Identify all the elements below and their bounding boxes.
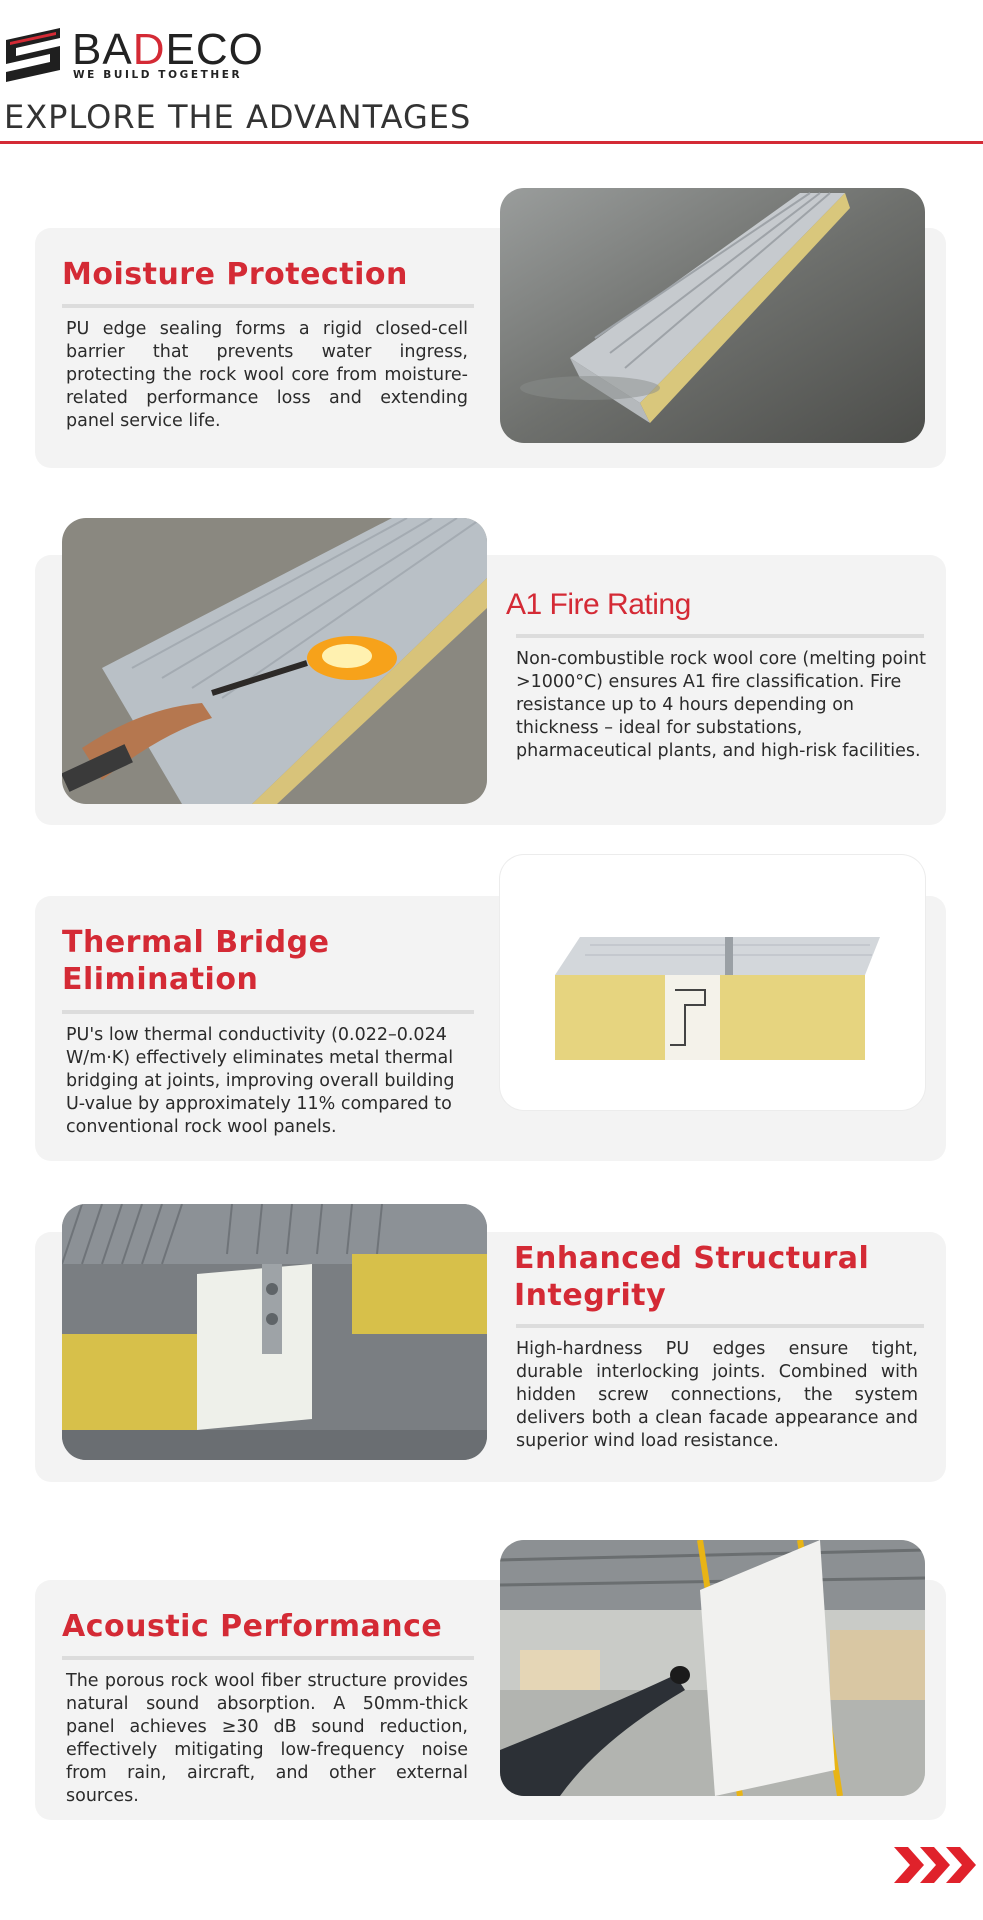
feature-body-moisture: PU edge sealing forms a rigid closed-cell barrier that prevents water ingress, protecting the rock wool core from moisture-related performance loss and extending panel service life.: [66, 319, 468, 431]
next-chevrons-icon[interactable]: [894, 1847, 979, 1883]
feature-divider: [516, 634, 924, 638]
feature-body-acoustic: The porous rock wool fiber structure provides natural sound absorption. A 50mm-thick panel achieves ≥30 dB sound reduction, effectively mitigating low-frequency noise from rain, aircraft, and other external sources.: [66, 1671, 468, 1806]
feature-title-thermal: Thermal Bridge Elimination: [62, 925, 330, 997]
feature-title-moisture: Moisture Protection: [62, 257, 408, 292]
feature-title-fire: A1 Fire Rating: [506, 588, 691, 621]
brand-tagline: WE BUILD TOGETHER: [73, 69, 243, 81]
brand-logo[interactable]: [2, 24, 264, 84]
feature-divider: [62, 1010, 474, 1014]
feature-divider: [62, 304, 474, 308]
feature-body-thermal: PU's low thermal conductivity (0.022–0.024 W/m·K) effectively eliminates metal thermal bridging at joints, improving overall building U-value by approximately 11% compared to conventional rock wool panels.: [66, 1025, 455, 1137]
feature-title-acoustic: Acoustic Performance: [62, 1609, 443, 1644]
page-title: EXPLORE THE ADVANTAGES: [4, 98, 472, 136]
feature-divider: [62, 1656, 474, 1660]
feature-body-fire: Non-combustible rock wool core (melting point >1000°C) ensures A1 fire classification. Fire resistance up to 4 hours depending on thickness – ideal for substations, pharmaceutical plants, and high-risk facilities.: [516, 649, 926, 761]
feature-divider: [516, 1324, 924, 1328]
brand-name-prefix: BA: [72, 25, 133, 74]
hidden-screw-joint-photo: [62, 1204, 487, 1460]
fire-test-photo: [62, 518, 487, 804]
feature-title-structural: Enhanced Structural Integrity: [514, 1241, 870, 1313]
brand-name-suffix: ECO: [165, 25, 264, 74]
moisture-panel-photo: [500, 188, 925, 443]
brand-name-accent: D: [132, 25, 166, 74]
title-divider: [0, 141, 983, 144]
feature-body-structural: High-hardness PU edges ensure tight, durable interlocking joints. Combined with hidden screw connections, the system delivers both a clean facade appearance and superior wind load resistance.: [516, 1339, 918, 1451]
logo-mark-icon: [2, 26, 64, 84]
panel-joint-photo: [500, 855, 925, 1110]
sound-test-photo: [500, 1540, 925, 1796]
